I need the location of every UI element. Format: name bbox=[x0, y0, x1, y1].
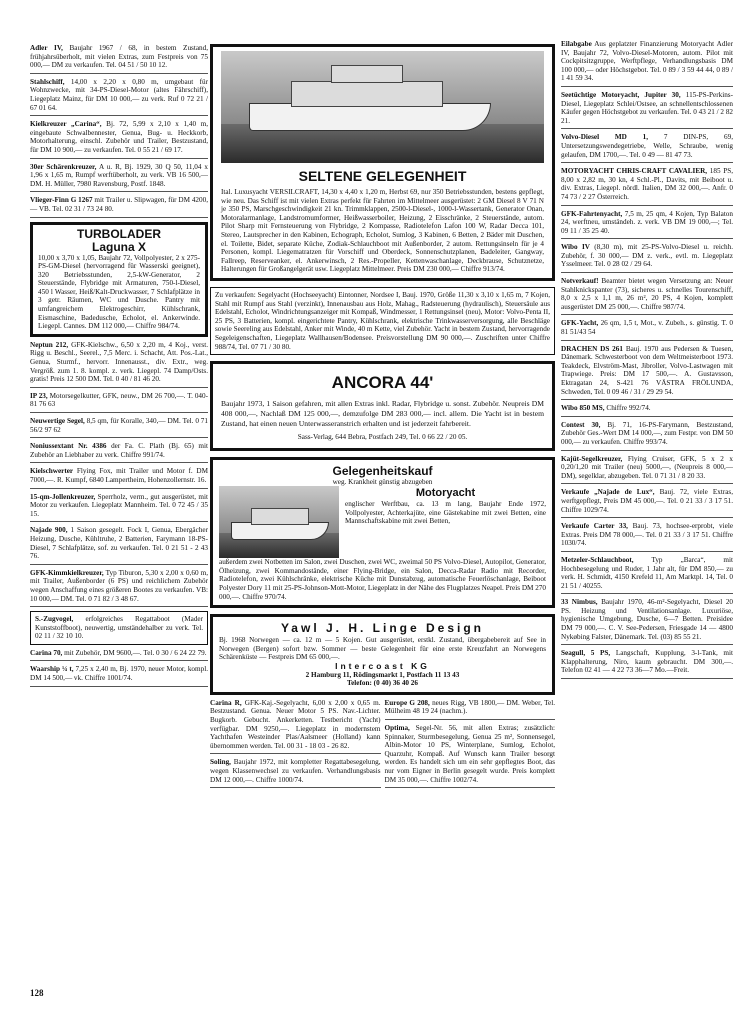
ad-lead: Verkaufe „Najade de Lux“, bbox=[561, 488, 655, 497]
ad-lead: GFK-Yacht, bbox=[561, 319, 599, 328]
left-column bbox=[30, 0, 208, 691]
linge-company: Intercoast KG bbox=[335, 661, 430, 672]
classified-ad bbox=[210, 699, 381, 755]
ad-lead: IP 23, bbox=[30, 391, 48, 400]
ad-text: Segel-Nr. 56, mit allen Extras; zusätzlich: Spinnaker, Sturmbesegelung, Genua 25 m², Sonnensegel, Albin-Motor 10 PS, Winterplane, Sumlog, Echolot, Quarzuhr, Kompaß. Auf Wunsch kann Trailer besorgt werden. Es handelt sich um ein sehr gepflegtes Boot, das nur vom Eigner in Berlin gesegelt wurde. Preis komplett DM 35 000,—. Chiffre 1002/74. bbox=[384, 724, 555, 784]
ad-lead: 15-qm-Jollenkreuzer, bbox=[30, 492, 96, 501]
ad-lead: Seetüchtige Motoryacht, Jupiter 30, bbox=[561, 90, 681, 99]
ad-text: Chiffre 992/74. bbox=[606, 404, 651, 413]
ad-text: 7,5 m, 25 qm, 4 Kojen, Typ Balaton 24, werftneu, umständeh. z. verk. VB DM 19 000,—; Tel. 09 11 / 35 25 40. bbox=[561, 209, 733, 235]
page-number: 128 bbox=[30, 988, 44, 998]
gelegenheitskauf-text: außerdem zwei Notbetten im Salon, zwei Duschen, zwei WC, zweimal 50 PS Volvo-Diesel, Autopilot, Generator, Ölheizung, zwei Kommandostände, einer Flying-Bridge, ein Salon, Decca-Radar Radio mit Recorder, Radiotelefon, zwei Kühlschränke, elektrische Küche mit Dunstabzug, automatische Feuerlöschanlage, Beiboot Polyester Dory 11 mit 25-PS-Johnson-Mott-Motor, Liegeplatz in der Nähe des Flugplatzes Neapel. Preis DM 270 000,—. Chiffre 970/74. bbox=[219, 558, 546, 601]
ad-lead: Stahlschiff, bbox=[30, 77, 65, 86]
ad-lead: Contest 30, bbox=[561, 420, 601, 429]
classified-ad bbox=[561, 455, 733, 485]
ancora-headline: ANCORA 44' bbox=[331, 373, 434, 393]
ancora-text: Baujahr 1973, 1 Saison gefahren, mit allen Extras inkl. Radar, Flybridge u. sonst. Zubehör. Neupreis DM 408 000,—, Nachlaß DM 125 000,—, demzufolge DM 283 000,— incl. allem. Die Yacht ist in bestem Zustand, hat einen neuen Unterwasseranstrich erhalten und ist jederzeit fahrbereit. bbox=[221, 399, 544, 429]
ad-text: GFK-Kielschw., 6,50 x 2,20 m, 4 Koj., verst. Rigg u. Beschl., Seerel., 7,5 Merc. i. Schacht, Att. Pos.-Lat., Genua, Sturmf., hervorr. Innenausst., div. Extr., weg. Vergröß. zum 1. 8. kompl. z. verk. Liegepl. 74 Damp/Osts. gratis! Preis 12 500 DM. Tel. 0 40 / 81 46 20. bbox=[30, 340, 208, 384]
ad-text: neues Rigg, VB 1800,— DM. Weber, Tel. Mülheim 48 19 24 (nachm.). bbox=[384, 698, 555, 716]
classified-ad bbox=[561, 277, 733, 315]
ad-text: 8,5 qm, für Koralle, 340,— DM. Tel. 0 71 56/2 97 62 bbox=[30, 417, 208, 434]
ad-text: GFK-Kaj.-Segelyacht, 6,00 x 2,00 x 0,65 m. Bestzustand. Genua. Neuer Motor 5 PS. Nav.-Lichter. Bugkorb. Gebucht. Ankerketten. Testbericht (Yacht) verfügbar. DM 9250,—. Liegeplatz in modernstem Yachthafen Westeinder Plas/Aalsmeer (Holland) kann übernommen werden. Tel. 00 31 - 18 03 - 26 82. bbox=[210, 698, 381, 750]
versilcraft-headline: SELTENE GELEGENHEIT bbox=[298, 168, 467, 184]
classified-ad bbox=[30, 649, 208, 662]
left-ads-group-2 bbox=[30, 341, 208, 607]
classified-ad bbox=[30, 163, 208, 193]
classified-ad bbox=[561, 404, 733, 417]
gelegenheitskauf-text-side: englischer Werftbau, ca. 13 m lang, Baujahr Ende 1972, Vollpolyester, Achterkajüte, eine Gästekabine mit zwei Betten, eine Mannschaftskabine mit zwei Betten, bbox=[345, 500, 546, 526]
ad-lead: Metzeler-Schlauchboot, bbox=[561, 555, 634, 564]
ad-lead: MOTORYACHT CHRIS-CRAFT CAVALIER, bbox=[561, 167, 708, 176]
ad-lead: Seagull, 5 PS, bbox=[561, 649, 611, 658]
turbolader-headline: TURBOLADER bbox=[77, 226, 161, 241]
photo-flybridge bbox=[331, 65, 403, 83]
ad-lead: Carina R, bbox=[210, 698, 242, 707]
ad-lead: Eilabgabe bbox=[561, 40, 592, 48]
ad-text: 7 DIN-PS, 69, Untersetzungswendegetriebe, Welle, Schraube, wenig gelaufen, DM 1700,—. Tel. 0 49 — 81 47 73. bbox=[561, 133, 734, 159]
ad-text: Typ „Barca“, mit Hochbesegelung und Ruder, 1 Jahr alt, für DM 850,— zu verk. H. Schmidt, 4150 Krefeld 11, Am Marktpl. 14, Tel. 0 21 51 / 40255. bbox=[561, 555, 733, 590]
ad-lead: GFK-Fahrtenyacht, bbox=[561, 209, 623, 218]
ad-text: (8,30 m), mit 25-PS-Volvo-Diesel u. reichh. Zubehör, f. 30 000,— DM z. verk., evtl. m. Liegeplatz Ysselmeer. Tel. 0 28 02 / 29 64. bbox=[561, 243, 734, 269]
classified-ad bbox=[30, 196, 208, 217]
ad-lead: Soling, bbox=[210, 758, 231, 767]
gelegenheitskauf-headline: Gelegenheitskauf bbox=[332, 463, 433, 478]
classified-ad bbox=[561, 556, 733, 594]
ad-text: Bauj. 1970 aus Pedersen & Tuesen, Dänemark. Schwesterboot von dem Weltmeisterboot 1973. Teakdeck, Elvström-Mast, Jibroller, Volvo-Lastwagen mit Trapwiege. Preis: DM 17 500,—. A. Gustavsson, Ektragatan 24, S-421 76 VÄSTRA FRÖLUNDA, Schweden, Tel. 0 09 46 / 31 / 29 29 54. bbox=[561, 344, 733, 396]
ad-text: der Fa. C. Plath (Bj. 65) mit Zubehör an Liebhaber zu verk. Chiffre 991/74. bbox=[30, 442, 208, 459]
ad-text: Beamter bietet wegen Versetzung an: Neuer Stahlknickspanter (73), sicheres u. schnelles Tourenschiff, 8,0 x 2,5 x 1,1 m, 26 m², 20 PS, 4 Kojen, komplett ausgerüstet DM 25 000,—. Chiffre 987/74. bbox=[561, 277, 733, 311]
left-ads-group-3 bbox=[30, 649, 208, 687]
ad-lead: Noniussextant Nr. 4386 bbox=[30, 442, 107, 451]
classified-ad bbox=[385, 724, 556, 788]
classified-ad bbox=[561, 243, 733, 273]
ad-text: 115-PS-Perkins-Diesel, Liegeplatz Schlei/Ostsee, an schnellentschlossenen Käufer gegen Höchstgebot zu verkaufen. Tel. 0 43 21 / 2 82 21. bbox=[561, 90, 734, 125]
classified-ad bbox=[561, 319, 733, 340]
linge-text: Bj. 1968 Norwegen — ca. 12 m — 5 Kojen. Gut ausgerüstet, erstkl. Zustand, übergabebereit auf See in Norwegen (Bergen) sofort bzw. Sommer — beste Gelegenheit für eine erste Kreuzfahrt an Norwegens Schärenküste — Festpreis DM 65 000,—. bbox=[219, 636, 546, 662]
classified-ad bbox=[561, 91, 733, 129]
linge-address: 2 Hamburg 11, Rödingsmarkt 1, Postfach 11 13 43 bbox=[305, 670, 460, 679]
ad-text: Sperrholz, verm., gut ausgerüstet, mit Motor zu verkaufen. Liegeplatz Mannheim. Tel. 0 72 45 / 35 15. bbox=[30, 492, 208, 518]
ad-text: mit Trailer u. Slipwagen, für DM 4200,— VB. Tel. 02 31 / 73 24 80. bbox=[30, 196, 209, 213]
classified-ad bbox=[30, 526, 208, 564]
ad-lead: Vlieger-Finn G 1267 bbox=[30, 196, 93, 205]
ad-text: Baujahr 1972, mit kompletter Regattabesegelung, wegen Klassenwechsel zu verkaufen. Verhandlungsbasis DM 12 000,—. Chiffre 1000/74. bbox=[210, 758, 381, 784]
ad-text: Flying Cruiser, GFK, 5 x 2 x 0,20/1,20 mit Trailer (neu) 5000,—, (Neupreis 8 000,— DM), segelklar, abzugeben. Tel. 0 71 31 / 8 20 33. bbox=[561, 454, 733, 480]
ad-text: 185 PS, 8,00 x 2,82 m, 30 kn, 4 Schl.-Pl., Davits, mit Beiboot u. div. Extras, Liegepl. nördl. Italien, DM 32 000,—. Anfr. 0 74 73 / 2 27 Österreich. bbox=[561, 167, 733, 201]
ad-lead: Wibo IV bbox=[561, 243, 590, 252]
motoryacht-photo bbox=[219, 486, 339, 558]
ad-lead: Neuwertige Segel, bbox=[30, 417, 85, 425]
ad-text: A u. R, Bj. 1929, 30 Q 50, 11,04 x 1,96 x 1,65 m, Rumpf werftüberholt, zu verk. VB 16 500,— DM. H. Müller, 7980 Ravensburg, Postf. 1848. bbox=[30, 162, 209, 188]
ad-lead: Kajüt-Segelkreuzer, bbox=[561, 454, 623, 463]
classified-ad bbox=[30, 467, 208, 488]
classified-ad bbox=[561, 167, 733, 205]
classified-ad bbox=[30, 78, 208, 116]
ad-lead: Neptun 212, bbox=[30, 340, 69, 349]
zugvogel-ad bbox=[30, 611, 208, 645]
linge-ad bbox=[210, 614, 555, 695]
ad-text: 1 Saison gesegelt. Fock I, Genua, Ebergächer Heizung, Dusche, Kühltruhe, 2 Batterien, Farymann 18-PS-Diesel, 7 Schlafplätze, sof. zu verkaufen. Tel. 0 21 51 - 2 43 76. bbox=[30, 526, 208, 561]
classified-ad bbox=[561, 488, 733, 518]
photo2-cabin bbox=[251, 508, 309, 525]
ad-text: Typ Tiburon, 5,30 x 2,00 x 0,60 m, mit Trailer, Außenborder (6 PS) und reichlichem Zubehör wegen Anschaffung eines größeren Bootes zu verkaufen. VB: 10 000,— DM. Tel. 0 71 82 / 3 48 67. bbox=[30, 568, 208, 603]
middle-column bbox=[210, 0, 555, 792]
ad-text: Bauj. 73, hochsee-erprobt, viele Extras. Preis DM 78 000,—. Tel. 0 21 33 / 3 17 51. Chiffre 1030/74. bbox=[561, 522, 734, 548]
ad-lead: Waarship ¼ t, bbox=[30, 665, 74, 674]
segelyacht-text: Zu verkaufen: Segelyacht (Hochseeyacht) Eintonner, Nordsee I, Bauj. 1970, Größe 11,30 x 3,10 x 1,65 m, 7 Kojen, Stahl mit Rumpf aus Stahl (verzinkt), Innenausbau aus Holz, Mahag., Radsteuerung (hydraulisch), Steuersäule aus Edelstahl, Echolot, Windrichtungsanzeiger mit Kompaß, Windmesser, 1 Rettungsinsel (neu), Motor: Volvo-Penta II, 25 PS, 3 Batterien, kompl. eingerichtete Pantry, Kühlschrank, elektrische Trinkwasserversorgung, alle Beschläge sowie Seereling aus Edelstahl, Anker mit Winde, 40 m Kette, viel Zubehör. Yacht in bestem Zustand, hervorragende Segeleigenschaften, Liegeplatz Wallhausen/Bodensee. Preisvorstellung DM 90 000,—. Zuschriften unter Chiffre 988/74, Tel. 07 71 / 30 80. bbox=[215, 290, 550, 351]
classified-ad bbox=[561, 210, 733, 240]
ad-lead: Carina 70, bbox=[30, 648, 63, 657]
classified-ad bbox=[385, 699, 556, 720]
turbolader-model: Laguna X bbox=[91, 239, 146, 254]
ad-text: Baujahr 1967 / 68, in bestem Zustand, frühjahrsüberholt, mit vielen Extras, zum Festpreis von 75 000,— DM zu verkaufen. Tel. 04 51 / 50 10 12. bbox=[30, 44, 209, 70]
classified-ad bbox=[30, 569, 208, 607]
classified-ad bbox=[561, 345, 733, 401]
ad-lead: Kielkreuzer „Carina“, bbox=[30, 120, 102, 129]
ad-text: Motorsegelkutter, GFK, neuw., DM 26 700,—. T. 040-81 76 63 bbox=[30, 391, 208, 409]
ad-text: Bj. 71, 16-PS-Farymann, Bestzustand, Zubehör Ges.-Wert DM 14 000,—, zum Festpr. von DM 50 000,— zu verkaufen. Chiffre 993/74. bbox=[561, 420, 734, 446]
ad-text: Baujahr 1970, 46-m²-Segelyacht, Diesel 20 PS. Heizung und Ventilationsanlage. Luxuriöse, hygienische Umgebung, Dusche, 6—7 Betten. Preisidee DM 79 000,—. C. V. See-Pedersen, Friesgade 14 — 4800 Nykøbing Falster, Dänemark. Tel. (03) 85 55 21. bbox=[561, 598, 734, 641]
ad-text: 7,25 x 2,40 m, Bj. 1970, neuer Motor, kompl. DM 14 500,— vk. Chiffre 1001/74. bbox=[30, 665, 208, 683]
classified-ad bbox=[561, 649, 733, 679]
middle-bottom-left bbox=[210, 699, 381, 792]
ad-lead: GFK-Kimmkielkreuzer, bbox=[30, 568, 104, 577]
classified-ad bbox=[561, 421, 733, 451]
segelyacht-ad bbox=[210, 287, 555, 355]
ad-lead: Adler IV, bbox=[30, 44, 63, 52]
classified-ad bbox=[30, 442, 208, 463]
photo-hull bbox=[249, 103, 491, 131]
ad-text: Bauj. 72, viele Extras, werftgepflegt, Preis DM 45 000,—. Tel. 0 21 33 / 3 17 51. Chiffre 1029/74. bbox=[561, 488, 734, 514]
right-column bbox=[561, 0, 733, 683]
gelegenheitskauf-subhead: weg. Krankheit günstig abzugeben bbox=[332, 477, 433, 486]
gelegenheitskauf-ad bbox=[210, 457, 555, 609]
ad-lead: Verkaufe Carter 33, bbox=[561, 522, 628, 531]
classified-ad bbox=[30, 665, 208, 686]
versilcraft-ad bbox=[210, 44, 555, 281]
classified-ad bbox=[561, 598, 733, 645]
middle-bottom-row bbox=[210, 699, 555, 792]
middle-bottom-right bbox=[385, 699, 556, 792]
classified-ad bbox=[561, 40, 733, 87]
classified-ad bbox=[30, 44, 208, 74]
linge-phone: Telefon: (0 40) 36 40 26 bbox=[346, 679, 418, 688]
yacht-photo bbox=[221, 51, 544, 163]
ancora-ad bbox=[210, 361, 555, 451]
classified-ad bbox=[30, 341, 208, 388]
ad-lead: Wibo 850 MS, bbox=[561, 404, 605, 413]
classified-ad bbox=[30, 120, 208, 158]
ad-text: mit Zubehör, DM 9600,—. Tel. 0 30 / 6 24 22 79. bbox=[64, 648, 207, 657]
ad-lead: 30er Schärenkreuzer, bbox=[30, 162, 97, 171]
ad-text: 14,00 x 2,20 x 0,80 m, umgebaut für Wohnzwecke, mit 34-PS-Diesel-Motor (altes Fährschiff), Liegeplatz Mainz, für DM 10 000,— zu verk. Ruf 0 72 21 / 67 01 64. bbox=[30, 77, 208, 112]
versilcraft-text: Ital. Luxusyacht VERSILCRAFT, 14,30 x 4,40 x 1,20 m, Herbst 69, nur 350 Betriebsstunden, bestens gepflegt, wie neu. Das Schiff ist mit vielen Extras perfekt für Fahrten im Mittelmeer ausgerüstet: 2 GM Diesel 8 V 71 N je 350 PS, Marschgeschwindigkeit 21 kn. Trimmklappen, 2500-l-Diesel-, 1000-l-Wassertank, Generator Onan, Motoralarmanlage, Landstromumformer, Heißwasserboiler, Heizung, 2 Eisschränke, 2 Steuerstände, autom. Pilot Sharp mit Fernsteuerung von Flybridge, 2 Kompasse, Radiotelefon Lafon 100 W, Radar Decca 101, Stereo, Lautsprecher in den Kabinen, Echograph, Echolot, Sumlog, 3 Kabinen, 6 Betten, 2 Bäder mit Duschen, el. Toilette, Bidet, separate Küche, Zodiak-Schlauchboot mit Außenborder, 2 autom. Rettungsinseln für je 4 Personen, kompl. Liegematratzen für Vorschiff und Oberdeck, Sonnenschutzplanen, Badeleiter, Gangway, Fallreep, Reserveanker, el. Ankerwinsch, 2 Res.-Propeller, Kettenwaschanlage, Deckbrause, Schutznetze, Halterungen für Großangelgerät usw. Liegeplatz Mittelmeer. Preis DM 230 000,— Chiffre 913/74. bbox=[221, 188, 544, 274]
ad-text: 26 qm, 1,5 t, Mot., v. Zubeh., s. günstig. T. 0 81 51/43 54 bbox=[561, 319, 733, 337]
zugvogel-text: erfolgreiches Regattaboot (Mader Kunststoffboot), neuwertig, umständehalber zu verk. Tel. 02 11 / 32 10 10. bbox=[35, 615, 203, 641]
photo-cabin bbox=[291, 81, 443, 107]
left-ads-group-1 bbox=[30, 44, 208, 218]
classified-ad bbox=[30, 392, 208, 413]
ad-lead: Najade 900, bbox=[30, 526, 68, 535]
ad-lead: Kielschwerter bbox=[30, 467, 74, 476]
ad-lead: 33 Nimbus, bbox=[561, 598, 598, 607]
ad-lead: Notverkauf! bbox=[561, 277, 599, 286]
ad-text: Flying Fox, mit Trailer und Motor f. DM 7000,—. R. Kumpf, 6840 Lampertheim, Hohenzollernstr. 16. bbox=[30, 467, 208, 484]
turbolader-text: 10,00 x 3,70 x 1,05, Baujahr 72, Vollpolyester, 2 x 275-PS-GM-Diesel (hervorragend für Wasserski geeignet), 320 Betriebsstunden, 2,5-kW-Generator, 2 Steuerstände, Flybridge mit Armaturen, 750-l-Diesel, 450 l Wasser, Heiß/Kalt-Druckwasser, 7 Schlafplätze in 3 getr. Räumen, WC und Dusche. Pantry mit umfangreichem Elektrogeschirr, Kühlschrank, Eismaschine, Badedusche, Echolot, el. Ankerwinde. Liegepl. Cannes. DM 112 000,— Chiffre 984/74. bbox=[38, 253, 200, 331]
ad-text: Bj. 72, 5,99 x 2,10 x 1,40 m, eingebaute Schwalbennester, Genua, Bug- u. Heckkorb, Motorhalterung, einschl. Zubehör und Trailer, Bestzustand, für DM 10 900,— zu verkaufen. Tel. 0 55 21 / 69 17. bbox=[30, 120, 208, 154]
ad-lead: Volvo-Diesel MD 1, bbox=[561, 133, 649, 142]
classified-ad bbox=[561, 133, 733, 163]
classified-ad bbox=[210, 758, 381, 788]
right-ads-group bbox=[561, 40, 733, 679]
turbolader-ad bbox=[30, 222, 208, 337]
gelegenheitskauf-model: Motoryacht bbox=[415, 487, 476, 500]
ad-lead: Europe G 208, bbox=[384, 698, 430, 707]
linge-headline: Yawl J. H. Linge Design bbox=[280, 621, 485, 636]
classified-ad bbox=[561, 522, 733, 552]
ad-text: Aus geplatzter Finanzierung Motoryacht Adler IV, Baujahr 72, Volvo-Diesel-Motoren, autom. Pilot mit Cockpitsitzgruppe, Werftpflege, Verhandlungsbasis DM 100 000,— oder Höchstgebot. Tel. 0 89 / 3 59 44 44, 0 89 / 1 41 59 34. bbox=[561, 40, 733, 83]
ad-lead: Optima, bbox=[384, 724, 410, 732]
zugvogel-lead: S.-Zugvogel, bbox=[35, 615, 74, 624]
ad-text: Langschaft, Kupplung, 3-l-Tank, mit Klapphalterung, Niro, kaum gebraucht. DM 300,—. Telefon 02 41 — 4 22 73 36—7 Mo.—Freit. bbox=[561, 649, 733, 675]
classified-ad bbox=[30, 493, 208, 523]
ad-lead: DRACHEN DS 261 bbox=[561, 344, 623, 353]
classified-ad bbox=[30, 417, 208, 438]
ancora-contact: Sass-Verlag, 644 Bebra, Postfach 249, Tel. 0 66 22 / 20 05. bbox=[297, 433, 468, 442]
